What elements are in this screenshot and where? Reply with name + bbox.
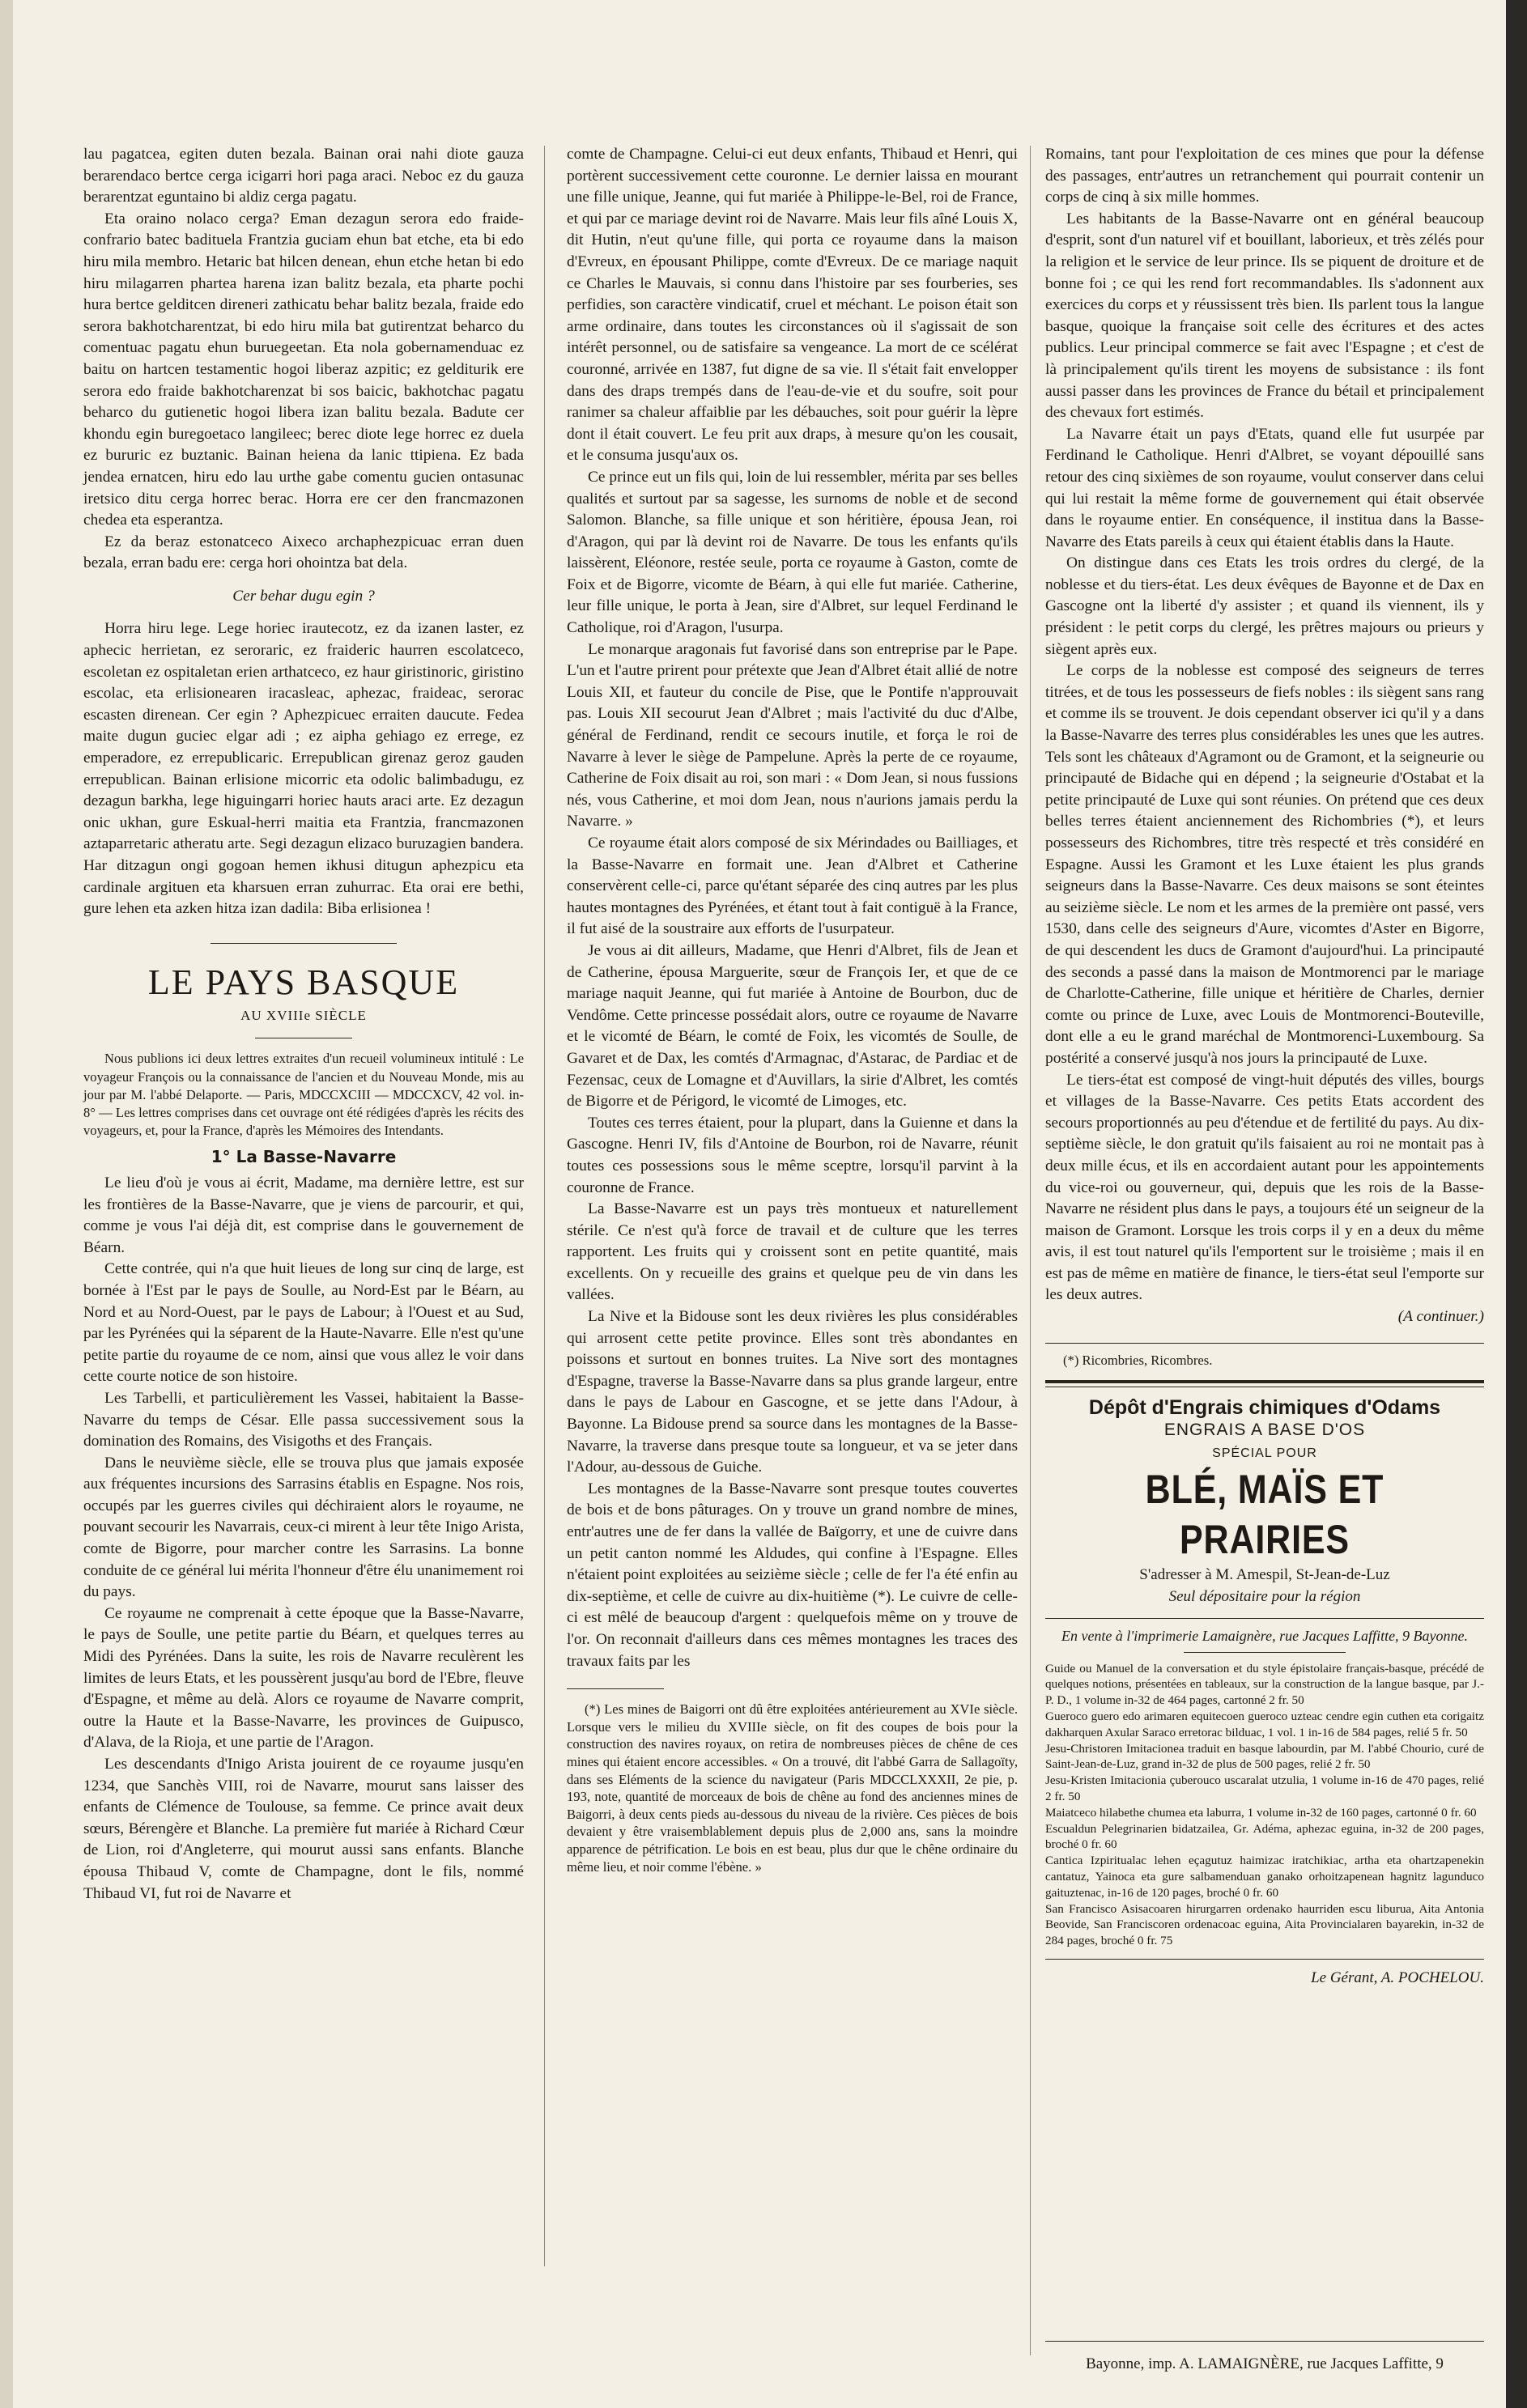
article-paragraph: La Nive et la Bidouse sont les deux rivières les plus considérables qui arrosent cette petite province. Elles sont très abondantes en poissons et surtout en bonnes truites. La Nive sort des montagnes d'Espagne, traverse la Basse-Navarre dans sa plus grande largeur, entre dans le pays de Labour en Gascogne, et se jette dans l'Adour, à Bayonne. La Bidouse prend sa source dans les montagnes de la Basse-Navarre, la traverse dans presque toute sa longueur, et va se jeter dans l'Adour, au-dessous de Guiche. [567, 1308, 1018, 1476]
basque-paragraph: Eta oraino nolaco cerga? Eman dezagun serora edo fraide-confrario batec badituela Frantzia guciam ehun bat etche, eta bi edo hiru mila membro. Hetaric bat hilcen denean, ehun etche hetan bi edo hiru milagarren phartea harena izan balitz bezala, eta pharte pochi hura bertce gelditcen direneri zathicatu behar balitz bezala, fraide edo serora bakhotcharentzat, bi edo hiru mila bat gutirentzat beharco du comentuac pagatu ehun buruegeetan. Eta nola gobernamenduac ez baitu on hartcen testamentic hogoi liberaz azpitic; ez gelditurik ere serora edo fraide bakhotcharenzat bi sos baicic, bakhotchac pagatu beharco du gutienetic hogoi libera izan balitu bezala. Badute cer khondu egin buregoetaco langileec; berec diote lege horrec ez duela ez bururic ez buztanic. Bainan heiena da lanic ttipiena. Ez bada jendea ernatcen, hiru edo lau urthe gabe comentu gucien ontasunac iretsico ditu cerga horrec berac. Horra ere cer den francmazonen chedea eta esperantza. [83, 210, 524, 529]
article-paragraph: Ce royaume ne comprenait à cette époque que la Basse-Navarre, le pays de Soulle, une petite partie du Béarn, et quelques terres au Midi des Pyrénées. Dans la suite, les rois de Navarre reculèrent les limites de leurs Etats, et les poussèrent jusqu'au bord de l'Ebre, fleuve d'Espagne, et même au delà. Alors ce royaume de Navarre comprit, outre la Haute et la Basse-Navarre, les provinces de Guipusco, d'Alava, de la Rioja, et une partie de l'Aragon. [83, 1604, 524, 1752]
ad-address: S'adresser à M. Amespil, St-Jean-de-Luz [1139, 1566, 1390, 1584]
ad-top-rule [1045, 1380, 1484, 1383]
fertilizer-ad [1045, 1395, 1484, 1607]
left-gutter [0, 0, 13, 2408]
book-listing: Jesu-Kristen Imitacionia çuberouco uscaralat utzulia, 1 volume in-16 de 470 pages, relié 2 fr. 50 [1045, 1773, 1484, 1803]
basque-subheading: Cer behar dugu egin ? [232, 587, 375, 605]
book-listing: Cantica Izpiritualac lehen eçagutuz haimizac iratchikiac, artha eta ohartzapenekin cantatuz, Yainoca eta gure salbamenduan ganako orhoitzapenean hagnitz lagunduco gaituztenac, in-16 de 120 pages, broché 0 fr. 60 [1045, 1854, 1484, 1900]
printer-imprint: Bayonne, imp. A. LAMAIGNÈRE, rue Jacques Laffitte, 9 [1086, 2355, 1444, 2372]
article-paragraph: Toutes ces terres étaient, pour la plupart, dans la Guienne et dans la Gascogne. Henri IV, fils d'Antoine de Bourbon, roi de Navarre, réunit toutes ces possessions sous le même sceptre, lorsqu'il parvint à la couronne de France. [567, 1114, 1018, 1196]
basque-paragraph: Horra hiru lege. Lege horiec irautecotz, ez da izanen laster, ez aphecic herrietan, ez seroraric, ez fraideric haurren escolatceco, escoletan ez ospitaletan erien arthatceco, ez haur giristinoric, giristino escolac, eta erlisionearen iracasleac, aphezac, fraideac, serorac escasten direnean. Cer egin ? Aphezpicuec erraiten daucute. Fedea maite dugun guciec elgar adi ; ez aipha gehiago ez errege, ez emperadore, ez errepublicaric. Errepublican girenaz geroz gauden errepublican. Bainan erlisione micorric eta odolic balimbadugu, ez dezagun barkha, lege higuingarri horiec hauts araci arte. Ez dezagun onic ukhan, gure Eskual-herri maitia eta Frantzia, francmazonen aztaparretaric atheratu arte. Segi dezagun elizaco buruzagien bandera. Har ditzagun ongi gogoan hemen ikhusi ditugun aphezpicu eta cardinale argituen eta kharsuen erran zuhurrac. Eta orai ere bethi, gure lehen eta azken hitza izan dadila: Biba erlisionea ! [83, 620, 524, 918]
book-listing: Maiatceco hilabethe chumea eta laburra, 1 volume in-32 de 160 pages, cartonné 0 fr. 60 [1045, 1805, 1477, 1820]
ad-dealer: Seul dépositaire pour la région [1168, 1588, 1361, 1606]
column-divider-2 [1030, 146, 1031, 2355]
article-paragraph: Le lieu d'où je vous ai écrit, Madame, ma dernière lettre, est sur les frontières de la Basse-Navarre, que je viens de parcourir, et qui, comme je vous l'ai déjà dit, est comprise dans le gouvernement de Béarn. [83, 1174, 524, 1256]
footnote-text: (*) Ricombries, Ricombres. [1063, 1352, 1213, 1368]
footnote-text: (*) Les mines de Baigorri ont dû être exploitées antérieurement au XVIe siècle. Lorsque vers le milieu du XVIIIe siècle, on fit des coupes de bois pour la construction des navires royaux, on retira de nombreuses pièces de chêne de ces mines qui étaient encore accessibles. « On a trouvé, dit l'abbé Garra de Sallagoïty, dans ses Eléments de la science du navigateur (Paris MDCCLXXXII, 2e pie, p. 193, note, quantité de morceaux de bois de chêne au fond des anciennes mines de Baigorri, à deux cents pieds au-dessous du niveau de la rivière. Ces pièces de bois devaient y être vraisemblablement depuis plus de 2,000 ans, sans la moindre apparence de pétrification. Le bois en est beau, plus dur que le chêne ordinaire du même lieu, et noir comme l'ébène. » [567, 1701, 1018, 1875]
ad-subtitle-small: SPÉCIAL POUR [1212, 1446, 1317, 1460]
article-paragraph: La Basse-Navarre est un pays très montueux et naturellement stérile. Ce n'est qu'à force de travail et de culture que les terres rapportent. Les fruits qui y croissent sont en petite quantité, mais excellents. On y recueille des grains et quelque peu de vin dans les vallées. [567, 1200, 1018, 1304]
book-listing: Jesu-Christoren Imitacionea traduit en basque labourdin, par M. l'abbé Chourio, curé de Saint-Jean-de-Luz, grand in-32 de plus de 500 pages, relié 2 fr. 50 [1045, 1741, 1484, 1772]
to-be-continued: (A continuer.) [1397, 1308, 1484, 1326]
footnote [1045, 1352, 1484, 1370]
separator-rule [1184, 1652, 1346, 1653]
article-paragraph: Je vous ai dit ailleurs, Madame, que Henri d'Albret, fils de Jean et de Catherine, épousa Marguerite, sœur de François Ier, et que de ce mariage naquit Jeanne, qui fut mariée à Antoine de Bourbon, duc de Vendôme. Cette princesse possédait alors, outre ce royaume de Navarre et le vicomté de Béarn, le comté de Foix, les vicomtés de Soulle, de Gavaret et de Dax, les comtés d'Armagnac, d'Astarac, de Pardiac et de Fezensac, ceux de Lomagne et d'Auvillars, la sirie d'Albret, les comtés de Bigorre et de Périgord, le vicomté de Limoges, etc. [567, 941, 1018, 1111]
printer-rule [1045, 2341, 1484, 2342]
article-paragraph: Dans le neuvième siècle, elle se trouva plus que jamais exposée aux fréquentes incursions des Sarrasins établis en Espagne. Nos rois, occupés par les guerres civiles qui déchiraient alors le royaume, ne pouvant secourir les Navarrais, ceux-ci mirent à leur tête Inigo Arista, comte de Bigorre, pour marcher contre les Sarrasins. La bonne conduite de ce général lui mérita l'honneur d'être élu unanimement roi du pays. [83, 1454, 524, 1601]
book-listing: Escualdun Pelegrinarien bidatzailea, Gr. Adéma, aphezac eguina, in-32 de 200 pages, broché 0 fr. 60 [1045, 1821, 1484, 1852]
column-2 [567, 144, 1018, 1875]
ad-headline: BLÉ, MAÏS ET PRAIRIES [1145, 1467, 1385, 1563]
article-intro: Nous publions ici deux lettres extraites d'un recueil volumineux intitulé : Le voyageur François ou la connaissance de l'ancien et du Nouveau Monde, mis au jour par M. l'abbé Delaporte. — Paris, MDCCXCIII — MDCCXCV, 42 vol. in-8° — Les lettres comprises dans cet ouvrage ont été rédigées d'après les récits des voyageurs, et, pour la France, d'après les Mémoires des Intendants. [83, 1051, 524, 1139]
article-paragraph: Le tiers-état est composé de vingt-huit députés des villes, bourgs et villages de la Basse-Navarre. Ces petits Etats accordent des secours proportionnés au peu d'étendue et de fertilité du pays. Au dix-septième siècle, le don gratuit qu'ils faisaient au roi ne montait pas à deux mille écus, et ils en accordaient autant pour les appointements du vice-roi ou gouverneur, qui, depuis que les rois de la Basse-Navarre ne résident plus dans le pays, a toujours été un seigneur de la maison de Gramont. Lorsque les trois corps il y en a deux du même avis, il est tout naturel qu'ils l'emportent sur le troisième ; mais il en est pas de même en matière de finance, le tiers-état seul l'emporte sur les deux autres. [1045, 1071, 1484, 1304]
column-1 [83, 144, 524, 1905]
article-paragraph: La Navarre était un pays d'Etats, quand elle fut usurpée par Ferdinand le Catholique. Henri d'Albret, se voyant dépouillé sans retour des cinq sixièmes de son royaume, voulut conserver dans celui qui lui restait la même forme de gouvernement qui était observée dans le royaume entier. En conséquence, il institua dans la Basse-Navarre des Etats pareils à ceux qui étaient établis dans la Haute. [1045, 425, 1484, 550]
article-title: LE PAYS BASQUE [147, 962, 460, 1002]
article-paragraph: Romains, tant pour l'exploitation de ces mines que pour la défense des passages, entr'autres un retranchement qui pourrait contenir un corps de cinq à six mille hommes. [1045, 146, 1484, 206]
separator-rule [211, 943, 397, 944]
separator-rule [1045, 1343, 1484, 1344]
article-paragraph: Le monarque aragonais fut favorisé dans son entreprise par le Pape. L'un et l'autre prirent pour prétexte que Jean d'Albret était allié de notre Louis XII, et fauteur du concile de Pise, que le Pontife n'approuvait pas. Louis XII secourut Jean d'Albret ; mais l'activité du duc d'Albe, général de Ferdinand, rendit ce secours inutile, et força le roi de Navarre à lever le siège de Pampelune. Après la perte de ce royaume, Catherine de Foix disait au roi, son mari : « Dom Jean, si nous fussions nés, vous Catherine, et moi dom Jean, nous n'aurions jamais perdu la Navarre. » [567, 640, 1018, 830]
article-paragraph: Cette contrée, qui n'a que huit lieues de long sur cinq de large, est bornée à l'Est par le pays de Soulle, au Nord-Est par le Béarn, au Nord et au Nord-Ouest, par le pays de Labour; à l'Ouest et au Sud, par les Pyrénées qui la séparent de la Haute-Navarre. Elle n'est qu'une petite partie du royaume de ce nom, ainsi que vous allez le voir dans cette courte notice de son histoire. [83, 1260, 524, 1386]
basque-paragraph: lau pagatcea, egiten duten bezala. Bainan orai nahi diote gauza berarendaco bertce cerga icigarri hori paga araci. Neboc ez du gauza berarentzat eguntaino bi aldiz cerga pagatu. [83, 146, 524, 206]
right-page-edge [1506, 0, 1527, 2408]
basque-paragraph: Ez da beraz estonatceco Aixeco archaphezpicuac erran duen bezala, erran badu ere: cerga hori ohointza bat dela. [83, 533, 524, 572]
separator-rule [1045, 1618, 1484, 1619]
article-paragraph: On distingue dans ces Etats les trois ordres du clergé, de la noblesse et du tiers-état. Les deux évêques de Bayonne et de Dax en Gascogne ont la liberté d'y assister ; et quand ils viennent, ils y président : le petit corps du clergé, les prêtres majours ou prieurs y siègent après eux. [1045, 554, 1484, 658]
article-paragraph: Les habitants de la Basse-Navarre ont en général beaucoup d'esprit, sont d'un naturel vif et bouillant, laborieux, et très zélés pour la religion et le service de leur prince. Ils se piquent de droiture et de bonne foi ; ce qui les rend fort recommandables. Ils s'adonnent aux exercices du corps et y réussissent très bien. Ils parlent tous la langue basque, quoique la française soit celle des écritures et des actes publics. Leur principal commerce se fait avec l'Espagne ; et c'est de là principalement qu'ils tirent les moyens de subsistance : ils font aussi passer dans les provinces de France du bétail et principalement des chevaux fort estimés. [1045, 210, 1484, 422]
column-3 [1045, 144, 1484, 1990]
column-divider-1 [544, 146, 545, 2266]
article-paragraph: Ce prince eut un fils qui, loin de lui ressembler, mérita par ses belles qualités et surtout par sa sagesse, les surnoms de noble et de second Salomon. Blanche, sa fille unique et son héritière, épousa Jean, roi d'Aragon, qui par là devint roi de Navarre. De tous les enfants qu'ils laissèrent, Eléonore, restée seule, porta ce royaume à Gaston, comte de Foix et de Bigorre, vicomte de Béarn, à qui elle fut mariée. Catherine, leur fille unique, le porta à Jean, sire d'Albret, sur lequel Ferdinand le Catholique, roi d'Aragon, l'usurpa. [567, 468, 1018, 637]
article-paragraph: Les descendants d'Inigo Arista jouirent de ce royaume jusqu'en 1234, que Sanchès VIII, roi de Navarre, mourut sans laisser des enfants de Clémence de Toulouse, sa femme. Ce prince avait deux sœurs, Bérengère et Blanche. La première fut mariée à Richard Cœur de Lion, roi d'Angleterre, qui mourut aussi sans enfants. Blanche épousa Thibaud V, comte de Champagne, dont le fils, nommé Thibaud VI, fut roi de Navarre et [83, 1756, 524, 1902]
footnote [567, 1701, 1018, 1875]
books-intro: En vente à l'imprimerie Lamaignère, rue Jacques Laffitte, 9 Bayonne. [1061, 1627, 1469, 1644]
ad-title: Dépôt d'Engrais chimiques d'Odams [1088, 1396, 1441, 1420]
article-paragraph: Les Tarbelli, et particulièrement les Vassei, habitaient la Basse-Navarre du temps de César. Elle passa successivement sous la domination des Romains, des Visigoths et des Français. [83, 1389, 524, 1450]
book-listing: Guide ou Manuel de la conversation et du style épistolaire français-basque, précédé de quelques notions, présentées en tableaux, sur la construction de la langue basque, par J.-P. D., 1 volume in-32 de 464 pages, cartonné 2 fr. 50 [1045, 1661, 1484, 1708]
separator-rule [1045, 1959, 1484, 1960]
article-paragraph: comte de Champagne. Celui-ci eut deux enfants, Thibaud et Henri, qui portèrent successivement cette couronne. Le dernier laissa en mourant une fille unique, Jeanne, qui fut mariée à Philippe-le-Bel, roi de France, et qui par ce mariage devint roi de Navarre. Mais leur fils aîné Louis X, dit Hutin, n'eut qu'une fille, qui porta ce royaume dans la maison d'Evreux, en épousant Philippe, comte d'Evreux. De ce mariage naquit ce Charles le Mauvais, si connu dans l'histoire par ses fourberies, ses perfidies, son caractère vindicatif, cruel et méchant. Le poison était son arme ordinaire, dans toutes les circonstances où il s'agissait de son intérêt personnel, ou de satisfaire sa vengeance. La mort de ce scélérat couronné, arrivée en 1387, fut digne de sa vie. Il s'était fait envelopper dans des draps trempés dans de l'eau-de-vie et du soufre, soit pour ranimer sa chaleur affaiblie par les débauches, soit pour guérir la lèpre dont il était couvert. Le feu prit aux draps, à mesure qu'on les cousait, et le consuma jusqu'aux os. [567, 146, 1018, 465]
section-heading: 1° La Basse-Navarre [211, 1147, 397, 1167]
gerant-signature: Le Gérant, A. POCHELOU. [1311, 1968, 1484, 1986]
book-listing: Gueroco guero edo arimaren equitecoen gueroco uzteac cendre egin cuthen eta corigaitz dakharquen Axular Saraco erretorac bilduac, 1 vol. 1 in-16 de 584 pages, relié 5 fr. 50 [1045, 1709, 1484, 1739]
article-paragraph: Les montagnes de la Basse-Navarre sont presque toutes couvertes de bois et de bons pâturages. On y trouve un grand nombre de mines, entr'autres une de fer dans la vallée de Baïgorry, et une de cuivre dans un petit canton nommé les Aldudes, qui confine à l'Espagne. Elles n'étaient point exploitées au seizième siècle ; celle de fer l'a été enfin au dix-septième, et celle de cuivre au dix-huitième (*). Le cuivre de celle-ci est mêlé de beaucoup d'argent : quelquefois même on y trouve de l'or. On reconnait d'ailleurs dans ces mêmes montagnes les traces des travaux faits par les [567, 1480, 1018, 1670]
footnote-rule [567, 1688, 664, 1689]
ad-subtitle: ENGRAIS A BASE D'OS [1163, 1421, 1366, 1440]
article-paragraph: Le corps de la noblesse est composé des seigneurs de terres titrées, et de tous les possesseurs de fiefs nobles : ils siègent sans rang et comme ils se trouvent. Je dois cependant observer ici qu'il y a dans la Basse-Navarre des terres plus considérables les unes que les autres. Tels sont les châteaux d'Agramont ou de Gramont, et la seigneurie ou principauté de Bidache qui en dépend ; la seigneurie d'Ostabat et la petite principauté de Luxe qui sont réunies. On prétend que ces deux belles terres étaient anciennement des Richombries (*), et leurs possesseurs des Richombres, titre très respecté et très considéré en Espagne. Aussi les Gramont et les Luxe étaient les plus grands seigneurs dans la Basse-Navarre. Ces deux maisons se sont éteintes au seizième siècle. Le nom et les armes de la première ont passé, vers 1530, dans celle des seigneurs d'Aure, vicomtes d'Aster en Bigorre, de qui descendent les ducs de Gramont d'aujourd'hui. La principauté des seconds a passé dans la maison de Montmorenci par le mariage de Charlotte-Catherine, fille unique et héritière de Charles, dernier comte ou prince de Luxe, avec Louis de Montmorenci-Bouteville, dont elle a eu le grand maréchal de Montmorenci-Luxembourg. Sa postérité a conservé jusqu'à nos jours la principauté de Luxe. [1045, 662, 1484, 1067]
article-subtitle: AU XVIIIe SIÈCLE [240, 1007, 367, 1023]
article-paragraph: Ce royaume était alors composé de six Mérindades ou Bailliages, et la Basse-Navarre en formait une. Jean d'Albret et Catherine conservèrent celle-ci, parce qu'étant séparée des cinq autres par les plus hautes montagnes des Pyrénées, et étant tout à fait contiguë à la France, il fut aisé de la soustraire aux efforts de l'usurpateur. [567, 835, 1018, 938]
book-listing: San Francisco Asisacoaren hirurgarren ordenako haurriden escu liburua, Aita Antonia Beovide, San Franciscoren ordenacoac eguina, Aita Provincialaren bayarekin, in-32 de 284 pages, broché 0 fr. 75 [1045, 1901, 1484, 1948]
